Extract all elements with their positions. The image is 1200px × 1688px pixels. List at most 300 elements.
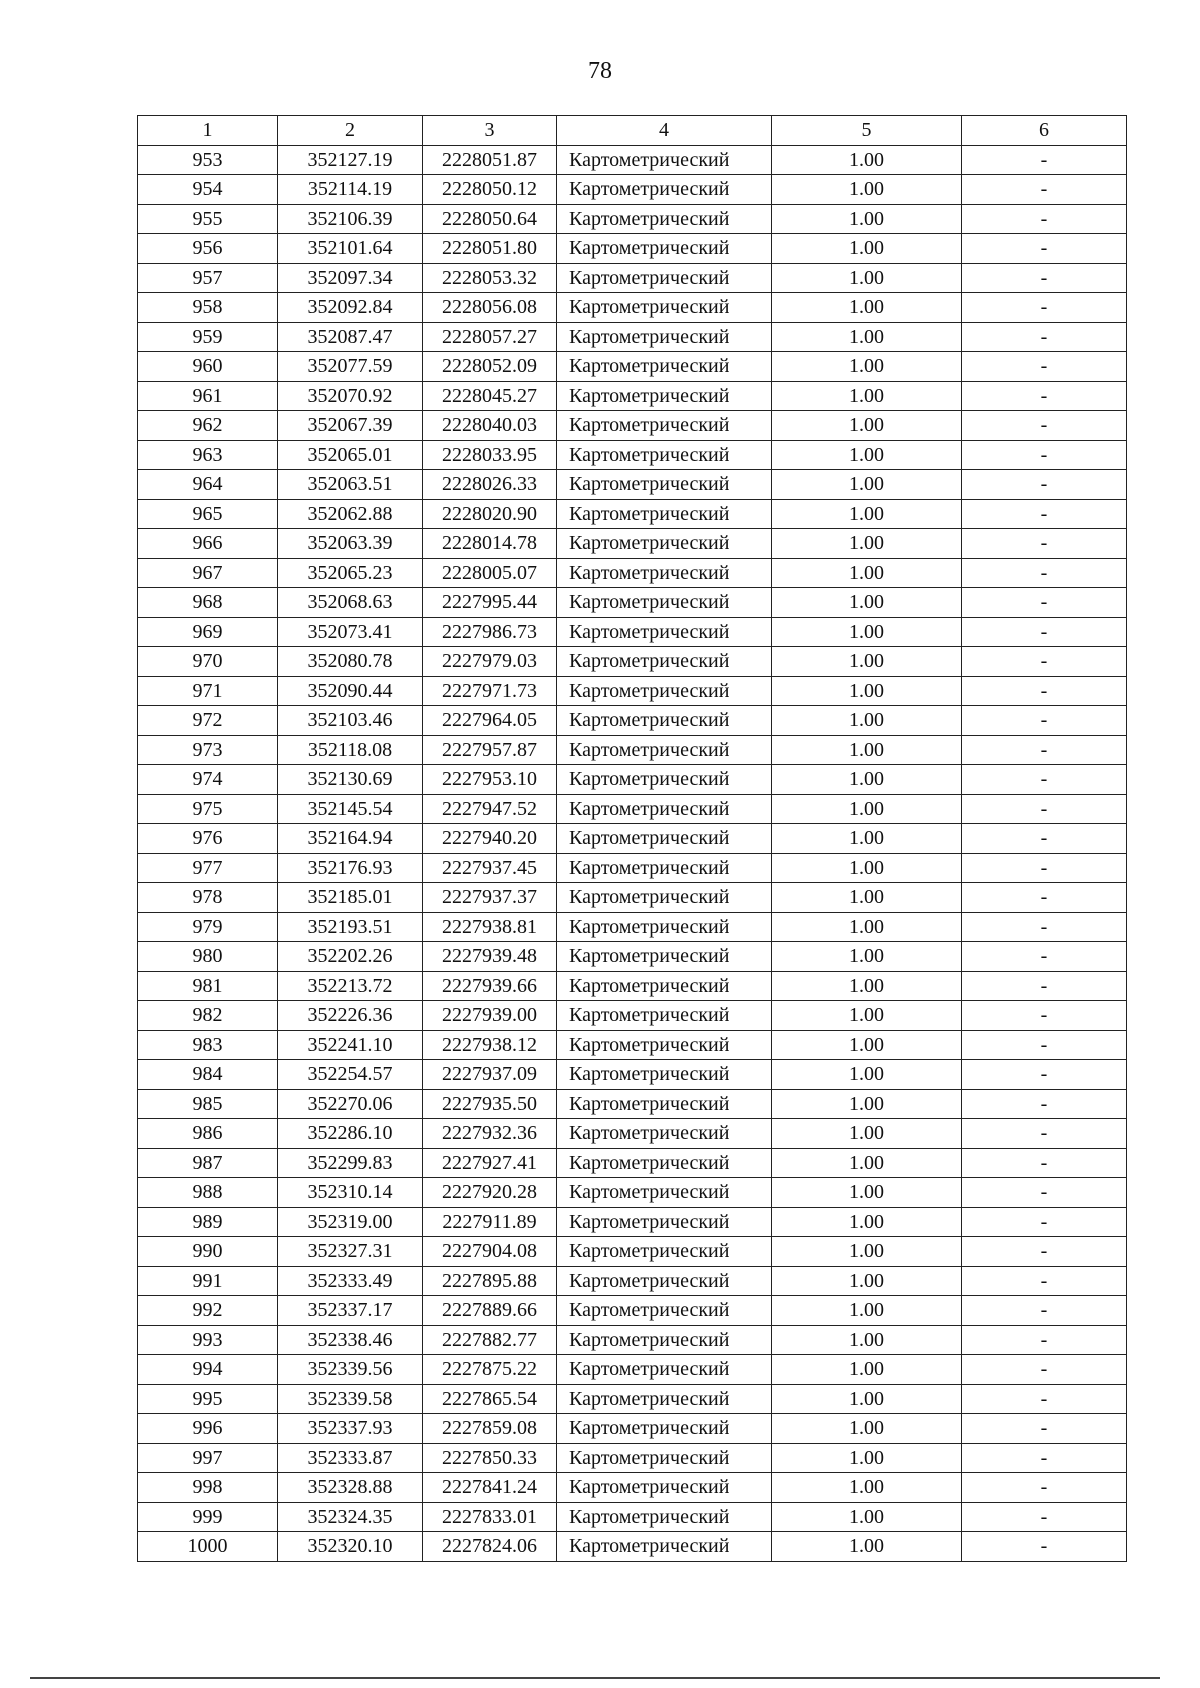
accuracy-cell: 1.00 [772,352,962,382]
point-number-cell: 956 [138,234,278,264]
x-coordinate-cell: 352067.39 [278,411,423,441]
accuracy-cell: 1.00 [772,617,962,647]
note-cell: - [962,1030,1127,1060]
accuracy-cell: 1.00 [772,1325,962,1355]
accuracy-cell: 1.00 [772,1148,962,1178]
x-coordinate-cell: 352068.63 [278,588,423,618]
method-cell: Картометрический [557,617,772,647]
x-coordinate-cell: 352185.01 [278,883,423,913]
method-cell: Картометрический [557,1207,772,1237]
point-number-cell: 981 [138,971,278,1001]
x-coordinate-cell: 352164.94 [278,824,423,854]
table-row [138,765,1127,795]
header-col-3: 3 [423,116,557,146]
y-coordinate-cell: 2228026.33 [423,470,557,500]
point-number-cell: 978 [138,883,278,913]
y-coordinate-cell: 2227833.01 [423,1502,557,1532]
y-coordinate-cell: 2228052.09 [423,352,557,382]
note-cell: - [962,1119,1127,1149]
accuracy-cell: 1.00 [772,1502,962,1532]
table-row [138,322,1127,352]
method-cell: Картометрический [557,440,772,470]
method-cell: Картометрический [557,1443,772,1473]
table-row [138,1178,1127,1208]
note-cell: - [962,794,1127,824]
point-number-cell: 984 [138,1060,278,1090]
accuracy-cell: 1.00 [772,411,962,441]
x-coordinate-cell: 352339.58 [278,1384,423,1414]
table-row [138,145,1127,175]
table-row [138,1089,1127,1119]
accuracy-cell: 1.00 [772,588,962,618]
point-number-cell: 969 [138,617,278,647]
accuracy-cell: 1.00 [772,529,962,559]
table-row [138,204,1127,234]
accuracy-cell: 1.00 [772,883,962,913]
method-cell: Картометрический [557,352,772,382]
accuracy-cell: 1.00 [772,322,962,352]
table-row [138,883,1127,913]
point-number-cell: 971 [138,676,278,706]
table-row [138,588,1127,618]
point-number-cell: 967 [138,558,278,588]
accuracy-cell: 1.00 [772,470,962,500]
y-coordinate-cell: 2228053.32 [423,263,557,293]
x-coordinate-cell: 352327.31 [278,1237,423,1267]
method-cell: Картометрический [557,234,772,264]
accuracy-cell: 1.00 [772,234,962,264]
accuracy-cell: 1.00 [772,647,962,677]
point-number-cell: 974 [138,765,278,795]
accuracy-cell: 1.00 [772,1060,962,1090]
point-number-cell: 985 [138,1089,278,1119]
method-cell: Картометрический [557,1060,772,1090]
note-cell: - [962,1296,1127,1326]
table-row [138,1473,1127,1503]
note-cell: - [962,1414,1127,1444]
y-coordinate-cell: 2227937.37 [423,883,557,913]
y-coordinate-cell: 2227937.45 [423,853,557,883]
point-number-cell: 973 [138,735,278,765]
point-number-cell: 966 [138,529,278,559]
y-coordinate-cell: 2228005.07 [423,558,557,588]
note-cell: - [962,1443,1127,1473]
accuracy-cell: 1.00 [772,942,962,972]
point-number-cell: 982 [138,1001,278,1031]
note-cell: - [962,381,1127,411]
x-coordinate-cell: 352286.10 [278,1119,423,1149]
x-coordinate-cell: 352333.49 [278,1266,423,1296]
header-col-5: 5 [772,116,962,146]
y-coordinate-cell: 2228014.78 [423,529,557,559]
table-row [138,411,1127,441]
method-cell: Картометрический [557,1030,772,1060]
point-number-cell: 991 [138,1266,278,1296]
x-coordinate-cell: 352337.93 [278,1414,423,1444]
x-coordinate-cell: 352320.10 [278,1532,423,1562]
method-cell: Картометрический [557,1296,772,1326]
table-row [138,794,1127,824]
point-number-cell: 998 [138,1473,278,1503]
accuracy-cell: 1.00 [772,824,962,854]
point-number-cell: 999 [138,1502,278,1532]
y-coordinate-cell: 2228040.03 [423,411,557,441]
y-coordinate-cell: 2227904.08 [423,1237,557,1267]
accuracy-cell: 1.00 [772,1296,962,1326]
table-row [138,676,1127,706]
x-coordinate-cell: 352101.64 [278,234,423,264]
method-cell: Картометрический [557,145,772,175]
accuracy-cell: 1.00 [772,1473,962,1503]
note-cell: - [962,765,1127,795]
accuracy-cell: 1.00 [772,765,962,795]
accuracy-cell: 1.00 [772,971,962,1001]
accuracy-cell: 1.00 [772,794,962,824]
x-coordinate-cell: 352145.54 [278,794,423,824]
accuracy-cell: 1.00 [772,1089,962,1119]
x-coordinate-cell: 352097.34 [278,263,423,293]
header-col-1: 1 [138,116,278,146]
x-coordinate-cell: 352319.00 [278,1207,423,1237]
point-number-cell: 1000 [138,1532,278,1562]
point-number-cell: 958 [138,293,278,323]
note-cell: - [962,735,1127,765]
table-row [138,1030,1127,1060]
note-cell: - [962,1001,1127,1031]
x-coordinate-cell: 352193.51 [278,912,423,942]
point-number-cell: 997 [138,1443,278,1473]
note-cell: - [962,1207,1127,1237]
table-row [138,1001,1127,1031]
x-coordinate-cell: 352226.36 [278,1001,423,1031]
method-cell: Картометрический [557,735,772,765]
accuracy-cell: 1.00 [772,853,962,883]
y-coordinate-cell: 2227947.52 [423,794,557,824]
point-number-cell: 963 [138,440,278,470]
method-cell: Картометрический [557,912,772,942]
point-number-cell: 976 [138,824,278,854]
y-coordinate-cell: 2227865.54 [423,1384,557,1414]
x-coordinate-cell: 352324.35 [278,1502,423,1532]
y-coordinate-cell: 2227938.12 [423,1030,557,1060]
method-cell: Картометрический [557,824,772,854]
table-row [138,1502,1127,1532]
point-number-cell: 959 [138,322,278,352]
point-number-cell: 962 [138,411,278,441]
header-col-2: 2 [278,116,423,146]
accuracy-cell: 1.00 [772,735,962,765]
y-coordinate-cell: 2227850.33 [423,1443,557,1473]
point-number-cell: 954 [138,175,278,205]
accuracy-cell: 1.00 [772,1119,962,1149]
method-cell: Картометрический [557,1384,772,1414]
note-cell: - [962,1325,1127,1355]
note-cell: - [962,853,1127,883]
method-cell: Картометрический [557,1355,772,1385]
note-cell: - [962,617,1127,647]
method-cell: Картометрический [557,883,772,913]
x-coordinate-cell: 352213.72 [278,971,423,1001]
point-number-cell: 957 [138,263,278,293]
method-cell: Картометрический [557,499,772,529]
point-number-cell: 995 [138,1384,278,1414]
y-coordinate-cell: 2227979.03 [423,647,557,677]
x-coordinate-cell: 352310.14 [278,1178,423,1208]
x-coordinate-cell: 352337.17 [278,1296,423,1326]
table-row [138,1325,1127,1355]
point-number-cell: 980 [138,942,278,972]
x-coordinate-cell: 352114.19 [278,175,423,205]
accuracy-cell: 1.00 [772,558,962,588]
point-number-cell: 993 [138,1325,278,1355]
y-coordinate-cell: 2227841.24 [423,1473,557,1503]
method-cell: Картометрический [557,676,772,706]
point-number-cell: 989 [138,1207,278,1237]
y-coordinate-cell: 2227939.48 [423,942,557,972]
y-coordinate-cell: 2227957.87 [423,735,557,765]
note-cell: - [962,1060,1127,1090]
accuracy-cell: 1.00 [772,381,962,411]
note-cell: - [962,1532,1127,1562]
accuracy-cell: 1.00 [772,1384,962,1414]
x-coordinate-cell: 352328.88 [278,1473,423,1503]
point-number-cell: 975 [138,794,278,824]
x-coordinate-cell: 352077.59 [278,352,423,382]
table-body [138,145,1127,1561]
y-coordinate-cell: 2227889.66 [423,1296,557,1326]
point-number-cell: 992 [138,1296,278,1326]
accuracy-cell: 1.00 [772,175,962,205]
y-coordinate-cell: 2227935.50 [423,1089,557,1119]
note-cell: - [962,647,1127,677]
method-cell: Картометрический [557,1325,772,1355]
point-number-cell: 983 [138,1030,278,1060]
note-cell: - [962,883,1127,913]
note-cell: - [962,411,1127,441]
table-row [138,1355,1127,1385]
table-row [138,824,1127,854]
accuracy-cell: 1.00 [772,706,962,736]
table-row [138,942,1127,972]
point-number-cell: 988 [138,1178,278,1208]
accuracy-cell: 1.00 [772,1207,962,1237]
accuracy-cell: 1.00 [772,1414,962,1444]
table-row [138,1266,1127,1296]
x-coordinate-cell: 352090.44 [278,676,423,706]
point-number-cell: 960 [138,352,278,382]
point-number-cell: 977 [138,853,278,883]
accuracy-cell: 1.00 [772,440,962,470]
accuracy-cell: 1.00 [772,1355,962,1385]
point-number-cell: 994 [138,1355,278,1385]
method-cell: Картометрический [557,1119,772,1149]
method-cell: Картометрический [557,558,772,588]
x-coordinate-cell: 352073.41 [278,617,423,647]
page-number: 78 [588,58,612,84]
note-cell: - [962,1237,1127,1267]
note-cell: - [962,263,1127,293]
y-coordinate-cell: 2227937.09 [423,1060,557,1090]
note-cell: - [962,1148,1127,1178]
header-row [138,116,1127,146]
note-cell: - [962,440,1127,470]
header-col-4: 4 [557,116,772,146]
point-number-cell: 972 [138,706,278,736]
point-number-cell: 964 [138,470,278,500]
note-cell: - [962,499,1127,529]
table-row [138,470,1127,500]
table-row [138,1237,1127,1267]
y-coordinate-cell: 2228051.80 [423,234,557,264]
method-cell: Картометрический [557,1502,772,1532]
method-cell: Картометрический [557,1237,772,1267]
y-coordinate-cell: 2228050.64 [423,204,557,234]
point-number-cell: 979 [138,912,278,942]
accuracy-cell: 1.00 [772,1237,962,1267]
method-cell: Картометрический [557,1001,772,1031]
method-cell: Картометрический [557,381,772,411]
x-coordinate-cell: 352070.92 [278,381,423,411]
x-coordinate-cell: 352333.87 [278,1443,423,1473]
accuracy-cell: 1.00 [772,1001,962,1031]
method-cell: Картометрический [557,1414,772,1444]
y-coordinate-cell: 2227939.00 [423,1001,557,1031]
x-coordinate-cell: 352339.56 [278,1355,423,1385]
table-row [138,352,1127,382]
note-cell: - [962,529,1127,559]
y-coordinate-cell: 2228050.12 [423,175,557,205]
y-coordinate-cell: 2228056.08 [423,293,557,323]
x-coordinate-cell: 352063.51 [278,470,423,500]
note-cell: - [962,175,1127,205]
y-coordinate-cell: 2228020.90 [423,499,557,529]
y-coordinate-cell: 2228057.27 [423,322,557,352]
accuracy-cell: 1.00 [772,263,962,293]
table-row [138,1148,1127,1178]
table-row [138,647,1127,677]
y-coordinate-cell: 2228033.95 [423,440,557,470]
note-cell: - [962,912,1127,942]
table-row [138,293,1127,323]
x-coordinate-cell: 352062.88 [278,499,423,529]
bottom-rule [30,1677,1160,1679]
method-cell: Картометрический [557,1148,772,1178]
accuracy-cell: 1.00 [772,1266,962,1296]
table-row [138,234,1127,264]
y-coordinate-cell: 2227927.41 [423,1148,557,1178]
table-row [138,853,1127,883]
x-coordinate-cell: 352270.06 [278,1089,423,1119]
table-row [138,381,1127,411]
x-coordinate-cell: 352065.01 [278,440,423,470]
method-cell: Картометрический [557,794,772,824]
method-cell: Картометрический [557,1178,772,1208]
accuracy-cell: 1.00 [772,145,962,175]
y-coordinate-cell: 2227920.28 [423,1178,557,1208]
table-row [138,263,1127,293]
y-coordinate-cell: 2227895.88 [423,1266,557,1296]
y-coordinate-cell: 2227938.81 [423,912,557,942]
accuracy-cell: 1.00 [772,1532,962,1562]
note-cell: - [962,234,1127,264]
x-coordinate-cell: 352103.46 [278,706,423,736]
note-cell: - [962,942,1127,972]
y-coordinate-cell: 2228045.27 [423,381,557,411]
note-cell: - [962,293,1127,323]
y-coordinate-cell: 2227964.05 [423,706,557,736]
note-cell: - [962,204,1127,234]
method-cell: Картометрический [557,293,772,323]
note-cell: - [962,824,1127,854]
y-coordinate-cell: 2227940.20 [423,824,557,854]
method-cell: Картометрический [557,1089,772,1119]
table-row [138,1532,1127,1562]
x-coordinate-cell: 352106.39 [278,204,423,234]
point-number-cell: 965 [138,499,278,529]
table-row [138,175,1127,205]
table-row [138,617,1127,647]
accuracy-cell: 1.00 [772,1443,962,1473]
method-cell: Картометрический [557,322,772,352]
accuracy-cell: 1.00 [772,912,962,942]
point-number-cell: 986 [138,1119,278,1149]
x-coordinate-cell: 352118.08 [278,735,423,765]
method-cell: Картометрический [557,942,772,972]
x-coordinate-cell: 352176.93 [278,853,423,883]
coordinates-table [137,115,1127,1562]
note-cell: - [962,470,1127,500]
y-coordinate-cell: 2228051.87 [423,145,557,175]
note-cell: - [962,1178,1127,1208]
method-cell: Картометрический [557,853,772,883]
table-row [138,558,1127,588]
note-cell: - [962,971,1127,1001]
point-number-cell: 987 [138,1148,278,1178]
method-cell: Картометрический [557,263,772,293]
x-coordinate-cell: 352065.23 [278,558,423,588]
method-cell: Картометрический [557,1266,772,1296]
note-cell: - [962,145,1127,175]
x-coordinate-cell: 352299.83 [278,1148,423,1178]
y-coordinate-cell: 2227939.66 [423,971,557,1001]
accuracy-cell: 1.00 [772,499,962,529]
y-coordinate-cell: 2227953.10 [423,765,557,795]
table-row [138,912,1127,942]
note-cell: - [962,588,1127,618]
note-cell: - [962,352,1127,382]
method-cell: Картометрический [557,765,772,795]
method-cell: Картометрический [557,1473,772,1503]
method-cell: Картометрический [557,647,772,677]
method-cell: Картометрический [557,588,772,618]
x-coordinate-cell: 352087.47 [278,322,423,352]
point-number-cell: 996 [138,1414,278,1444]
note-cell: - [962,706,1127,736]
y-coordinate-cell: 2227911.89 [423,1207,557,1237]
note-cell: - [962,1502,1127,1532]
method-cell: Картометрический [557,175,772,205]
accuracy-cell: 1.00 [772,1030,962,1060]
x-coordinate-cell: 352202.26 [278,942,423,972]
y-coordinate-cell: 2227882.77 [423,1325,557,1355]
method-cell: Картометрический [557,971,772,1001]
method-cell: Картометрический [557,1532,772,1562]
x-coordinate-cell: 352338.46 [278,1325,423,1355]
x-coordinate-cell: 352080.78 [278,647,423,677]
method-cell: Картометрический [557,411,772,441]
x-coordinate-cell: 352127.19 [278,145,423,175]
table-row [138,1119,1127,1149]
